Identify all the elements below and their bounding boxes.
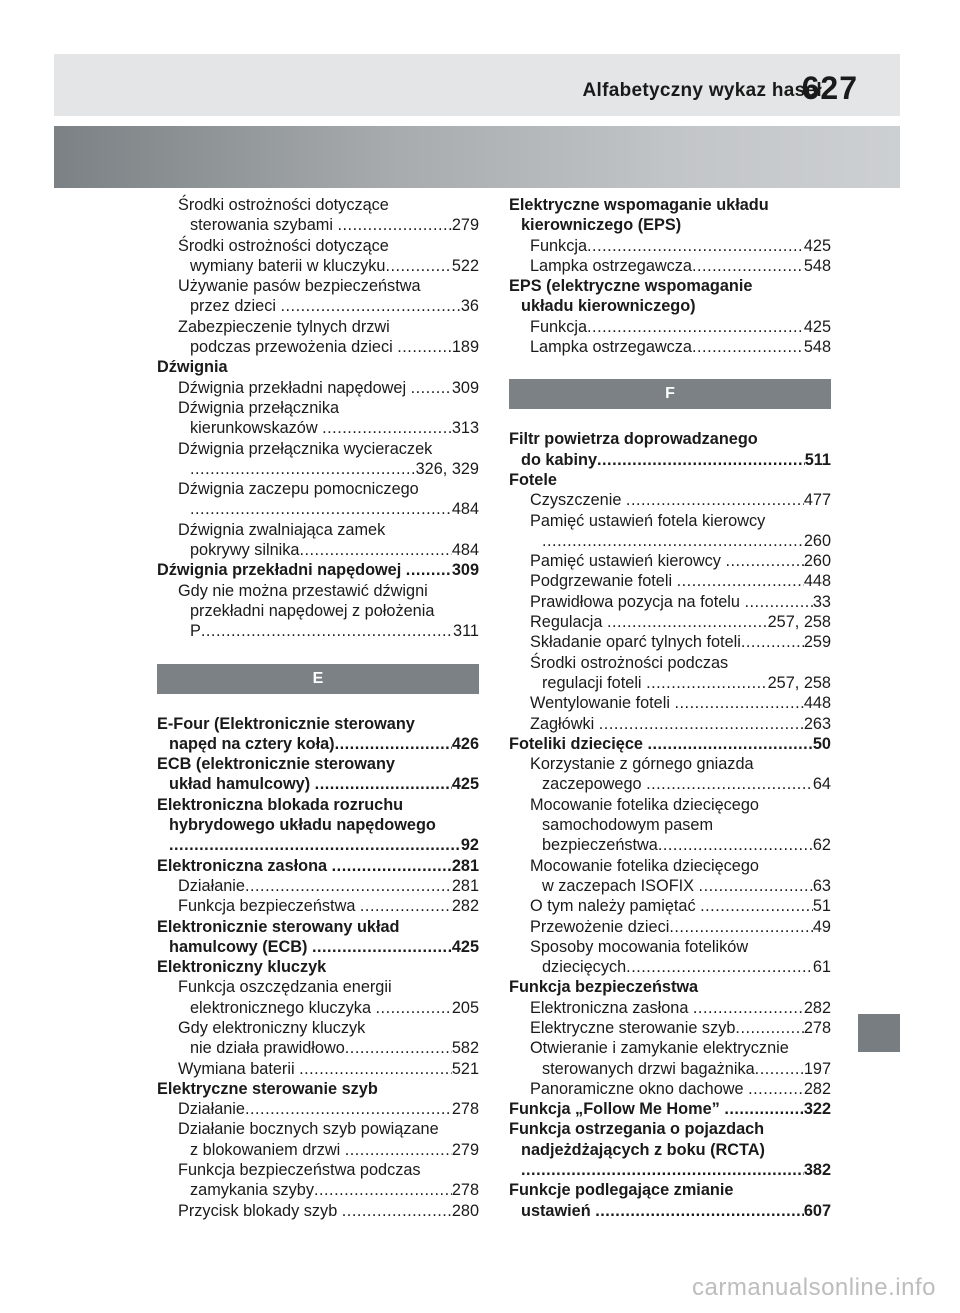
index-page-reference[interactable]: 64 xyxy=(812,775,831,794)
index-heading: E-Four (Elektronicznie sterowany xyxy=(157,714,415,733)
index-entry-text: przez dzieci xyxy=(190,297,281,316)
index-entry-text: Gdy elektroniczny kluczyk xyxy=(178,1018,366,1037)
index-entry-row xyxy=(509,317,831,337)
index-entry-label xyxy=(521,450,805,470)
index-entry-text: Lampka ostrzegawcza xyxy=(530,256,692,275)
index-entry-row xyxy=(157,215,479,235)
index-entry-text: zaczepowego xyxy=(542,775,647,794)
index-entry-row xyxy=(509,1160,831,1180)
index-entry-row xyxy=(157,876,479,896)
index-entry-label xyxy=(530,551,804,571)
index-entry-text: Foteliki dziecięce xyxy=(509,734,648,753)
index-page-reference[interactable]: 582 xyxy=(451,1039,479,1058)
index-page-reference[interactable]: 62 xyxy=(812,836,831,855)
index-entry-row xyxy=(157,378,479,398)
index-page-reference[interactable]: 36 xyxy=(460,297,479,316)
index-entry-text: kierunkowskazów xyxy=(190,419,323,438)
index-entry-text: Funkcja „Follow Me Home” xyxy=(509,1100,725,1119)
index-entry-label xyxy=(190,418,452,438)
index-entry-label xyxy=(530,256,804,276)
index-heading: Elektronicznie sterowany układ xyxy=(157,917,400,936)
index-entry-label xyxy=(530,612,768,632)
index-entry-text: bezpieczeństwa xyxy=(542,836,658,855)
index-entry-text: Składanie oparć tylnych foteli xyxy=(530,633,741,652)
index-entry-text: Środki ostrożności dotyczące xyxy=(178,236,389,255)
index-entry-label xyxy=(530,693,804,713)
index-page-reference[interactable]: 311 xyxy=(453,622,479,641)
index-heading: Funkcje podlegające zmianie xyxy=(509,1181,734,1200)
index-entry-text: Dźwignia przełącznika xyxy=(178,398,340,417)
index-entry-text: Działanie xyxy=(178,876,245,895)
index-page-reference[interactable]: 313 xyxy=(451,419,479,438)
index-entry-label xyxy=(530,1018,804,1038)
index-page-reference[interactable]: 279 xyxy=(451,216,479,235)
index-page-reference[interactable]: 484 xyxy=(451,500,479,519)
index-entry-label xyxy=(542,673,768,693)
index-entry-text: Elektryczne sterowanie szyb xyxy=(530,1018,736,1037)
index-entry-label xyxy=(530,998,804,1018)
index-entry-text: Zagłówki xyxy=(530,714,599,733)
index-entry-label xyxy=(190,499,452,519)
index-entry-label xyxy=(190,621,453,641)
index-heading: Elektryczne sterowanie szyb xyxy=(157,1079,378,1098)
index-entry-text: Mocowanie fotelika dziecięcego xyxy=(530,795,759,814)
index-entry-text: Funkcja bezpieczeństwa xyxy=(178,897,360,916)
index-entry-text: Działanie xyxy=(178,1100,245,1119)
index-entry-label xyxy=(542,957,813,977)
index-entry-text: Wentylowanie foteli xyxy=(530,694,675,713)
index-entry-text: przekładni napędowej z położenia xyxy=(190,601,435,620)
index-entry-label xyxy=(190,256,452,276)
index-heading: Elektroniczna blokada rozruchu xyxy=(157,795,404,814)
index-entry-text: Działanie bocznych szyb powiązane xyxy=(178,1120,439,1139)
index-entry-text: dziecięcych xyxy=(542,958,627,977)
index-page-reference[interactable]: 607 xyxy=(803,1201,831,1220)
index-entry-row xyxy=(157,1201,479,1221)
index-entry-row xyxy=(509,236,831,256)
index-entry-row xyxy=(157,1180,479,1200)
index-entry-row xyxy=(157,896,479,916)
index-entry-text: Pamięć ustawień fotela kierowcy xyxy=(530,511,766,530)
index-heading: EPS (elektryczne wspomaganie xyxy=(509,277,753,296)
index-entry-text: Mocowanie fotelika dziecięcego xyxy=(530,856,759,875)
index-entry-row xyxy=(509,531,831,551)
index-entry-row xyxy=(509,450,831,470)
index-entry-text: Podgrzewanie foteli xyxy=(530,572,677,591)
index-entry-row xyxy=(509,1099,831,1119)
index-entry-row xyxy=(157,560,479,580)
index-entry-row xyxy=(509,337,831,357)
index-heading: Dźwignia xyxy=(157,358,228,377)
index-entry-label xyxy=(530,714,804,734)
index-entry-label xyxy=(530,337,804,357)
index-page-reference[interactable]: 205 xyxy=(451,998,479,1017)
index-entry-text: wymiany baterii w kluczyku xyxy=(190,256,386,275)
index-entry-text: Elektroniczna zasłona xyxy=(157,856,332,875)
index-page-reference[interactable]: 282 xyxy=(451,897,479,916)
index-entry-text: hamulcowy (ECB) xyxy=(169,937,312,956)
index-entry-text: Dźwignia zwalniająca zamek xyxy=(178,520,386,539)
index-entry-row xyxy=(509,551,831,571)
index-entry-row xyxy=(509,998,831,1018)
index-page-reference[interactable]: 522 xyxy=(451,256,479,275)
index-page-reference[interactable]: 278 xyxy=(451,1181,479,1200)
index-page-reference[interactable]: 425 xyxy=(803,317,831,336)
index-page-reference[interactable]: 477 xyxy=(803,491,831,510)
index-entry-text: nie działa prawidłowo xyxy=(190,1039,345,1058)
index-entry-label xyxy=(157,560,452,580)
index-entry-text: Dźwignia zaczepu pomocniczego xyxy=(178,480,419,499)
index-entry-text: Czyszczenie xyxy=(530,491,626,510)
index-entry-text: Dźwignia przełącznika wycieraczek xyxy=(178,439,433,458)
index-entry-text: Dźwignia przekładni napędowej xyxy=(178,378,411,397)
index-entry-text: Regulacja xyxy=(530,613,607,632)
index-page-reference[interactable]: 282 xyxy=(803,1079,831,1098)
index-page-reference[interactable]: 278 xyxy=(803,1018,831,1037)
index-entry-text: z blokowaniem drzwi xyxy=(190,1140,345,1159)
index-heading: Funkcja bezpieczeństwa xyxy=(509,978,699,997)
index-entry-row xyxy=(509,957,831,977)
index-entry-label xyxy=(190,998,452,1018)
index-entry-row xyxy=(509,632,831,652)
index-page-reference[interactable]: 309 xyxy=(451,561,479,580)
index-page-reference[interactable]: 260 xyxy=(803,552,831,571)
index-entry-row xyxy=(509,571,831,591)
index-entry-row xyxy=(509,1201,831,1221)
index-page-reference[interactable]: 197 xyxy=(803,1059,831,1078)
index-entry-row xyxy=(509,612,831,632)
index-entry-row xyxy=(509,592,831,612)
index-heading: Funkcja ostrzegania o pojazdach xyxy=(509,1120,765,1139)
index-entry-label xyxy=(542,1059,804,1079)
index-entry-text: regulacji foteli xyxy=(542,673,647,692)
index-entry-label xyxy=(178,1201,452,1221)
index-page-reference[interactable]: 49 xyxy=(812,917,831,936)
index-page-reference[interactable]: 61 xyxy=(812,958,831,977)
index-heading: hybrydowego układu napędowego xyxy=(169,816,436,835)
index-entry-row xyxy=(157,734,479,754)
index-entry-label xyxy=(542,531,804,551)
index-entry-label xyxy=(178,1099,452,1119)
index-page-reference[interactable]: 322 xyxy=(803,1100,831,1119)
index-entry-label xyxy=(530,592,813,612)
index-entry-row xyxy=(509,917,831,937)
index-page-reference[interactable]: 281 xyxy=(451,876,479,895)
index-entry-label xyxy=(169,937,452,957)
index-entry-label xyxy=(190,540,452,560)
index-entry-label xyxy=(521,1160,804,1180)
index-entry-row xyxy=(157,256,479,276)
index-entry-text: podczas przewożenia dzieci xyxy=(190,338,398,357)
index-entry-label xyxy=(190,459,416,479)
index-entry-text: układ hamulcowy) xyxy=(169,775,315,794)
index-entry-row xyxy=(509,774,831,794)
index-entry-text: Prawidłowa pozycja na fotelu xyxy=(530,592,745,611)
index-page-reference[interactable]: 309 xyxy=(451,378,479,397)
index-entry-row xyxy=(509,256,831,276)
index-entry-label xyxy=(530,1079,804,1099)
index-entry-label xyxy=(542,774,813,794)
index-entry-row xyxy=(509,673,831,693)
index-entry-text: Funkcja bezpieczeństwa podczas xyxy=(178,1161,421,1180)
index-entry-row xyxy=(157,337,479,357)
index-entry-label xyxy=(530,632,804,652)
index-page-reference[interactable]: 259 xyxy=(803,633,831,652)
index-entry-row xyxy=(157,459,479,479)
index-entry-text: Pamięć ustawień kierowcy xyxy=(530,552,726,571)
index-entry-row xyxy=(157,998,479,1018)
index-page-reference[interactable]: 51 xyxy=(812,897,831,916)
index-page-reference[interactable]: 189 xyxy=(451,338,479,357)
index-entry-label xyxy=(530,236,804,256)
index-entry-text: sterowanych drzwi bagażnika xyxy=(542,1059,755,1078)
index-entry-text: Zabezpieczenie tylnych drzwi xyxy=(178,317,390,336)
index-entry-text: Używanie pasów bezpieczeństwa xyxy=(178,277,421,296)
page-header-title: Alfabetyczny wykaz haseł xyxy=(582,80,822,101)
index-heading: nadjeżdżających z boku (RCTA) xyxy=(521,1140,765,1159)
index-page-reference[interactable]: 425 xyxy=(451,937,479,956)
index-entry-text: Lampka ostrzegawcza xyxy=(530,338,692,357)
index-entry-text: napęd na cztery koła) xyxy=(169,734,335,753)
index-page-reference[interactable]: 279 xyxy=(451,1140,479,1159)
index-entry-row xyxy=(509,693,831,713)
index-heading: Elektroniczny kluczyk xyxy=(157,958,327,977)
index-entry-row xyxy=(509,835,831,855)
index-entry-text: w zaczepach ISOFIX xyxy=(542,876,699,895)
index-entry-label xyxy=(190,337,452,357)
index-page-reference[interactable]: 280 xyxy=(451,1201,479,1220)
index-entry-label xyxy=(169,774,452,794)
index-entry-text: pokrywy silnika xyxy=(190,541,300,560)
index-entry-label xyxy=(169,734,452,754)
index-column-right xyxy=(509,195,831,1221)
index-entry-row xyxy=(157,1059,479,1079)
index-page-reference[interactable]: 50 xyxy=(812,734,831,753)
index-heading: układu kierowniczego) xyxy=(521,297,696,316)
index-entry-label xyxy=(178,378,452,398)
index-page-reference[interactable]: 281 xyxy=(451,856,479,875)
index-column-left xyxy=(157,195,479,1221)
index-entry-label xyxy=(178,1059,452,1079)
index-entry-row xyxy=(157,774,479,794)
index-page-reference[interactable]: 63 xyxy=(812,876,831,895)
index-entry-text: Gdy nie można przestawić dźwigni xyxy=(178,581,428,600)
index-entry-label xyxy=(509,1099,804,1119)
index-entry-text: do kabiny xyxy=(521,450,597,469)
index-entry-text: P xyxy=(190,622,201,641)
index-entry-row xyxy=(509,714,831,734)
index-page-reference[interactable]: 257, 258 xyxy=(767,613,831,632)
index-entry-label xyxy=(530,490,804,510)
index-page-reference[interactable]: 257, 258 xyxy=(767,673,831,692)
index-entry-label xyxy=(190,296,461,316)
index-entry-text: samochodowym pasem xyxy=(542,816,714,835)
index-entry-text: sterowania szybami xyxy=(190,216,338,235)
index-entry-row xyxy=(157,856,479,876)
index-entry-row xyxy=(509,1018,831,1038)
index-entry-text: Panoramiczne okno dachowe xyxy=(530,1079,749,1098)
index-entry-row xyxy=(157,1140,479,1160)
index-entry-row xyxy=(509,1059,831,1079)
index-heading: ECB (elektronicznie sterowany xyxy=(157,755,395,774)
index-entry-row xyxy=(157,835,479,855)
index-page-reference[interactable]: 425 xyxy=(451,775,479,794)
index-entry-row xyxy=(157,1099,479,1119)
index-page-reference[interactable]: 263 xyxy=(803,714,831,733)
index-entry-text: Otwieranie i zamykanie elektrycznie xyxy=(530,1039,789,1058)
index-entry-row xyxy=(157,418,479,438)
index-entry-label xyxy=(542,876,813,896)
index-page-reference[interactable]: 326, 329 xyxy=(415,459,479,478)
index-page-reference[interactable]: 425 xyxy=(803,236,831,255)
index-entry-label xyxy=(542,835,813,855)
index-entry-label xyxy=(521,1201,804,1221)
index-page-reference[interactable]: 511 xyxy=(804,450,831,469)
index-page-reference[interactable]: 260 xyxy=(803,531,831,550)
index-heading: Elektryczne wspomaganie układu xyxy=(509,196,769,214)
watermark: carmanualsonline.info xyxy=(692,1274,936,1301)
index-entry-row xyxy=(509,1079,831,1099)
index-entry-label xyxy=(190,1038,452,1058)
index-entry-label xyxy=(530,917,813,937)
index-entry-text: Funkcja oszczędzania energii xyxy=(178,978,392,997)
index-page-reference[interactable]: 484 xyxy=(451,541,479,560)
index-page-reference[interactable]: 426 xyxy=(451,734,479,753)
index-entry-label xyxy=(190,1140,452,1160)
index-entry-label xyxy=(190,215,452,235)
index-page-reference[interactable]: 548 xyxy=(803,338,831,357)
index-page-reference[interactable]: 548 xyxy=(803,256,831,275)
index-heading: Filtr powietrza doprowadzanego xyxy=(509,430,758,449)
index-page-reference[interactable]: 33 xyxy=(812,592,831,611)
index-entry-row xyxy=(509,490,831,510)
index-page-reference[interactable]: 92 xyxy=(460,836,479,855)
index-entry-text: Korzystanie z górnego gniazda xyxy=(530,755,754,774)
chapter-side-tab xyxy=(858,1014,900,1052)
section-letter-header: F xyxy=(509,379,831,409)
index-entry-text: Środki ostrożności dotyczące xyxy=(178,196,389,214)
index-page-reference[interactable]: 448 xyxy=(803,572,831,591)
index-heading: Fotele xyxy=(509,470,557,489)
index-entry-row xyxy=(157,937,479,957)
index-entry-row xyxy=(509,876,831,896)
header-gradient-band xyxy=(54,126,900,188)
index-page-reference[interactable]: 278 xyxy=(451,1100,479,1119)
index-entry-label xyxy=(530,896,813,916)
index-entry-text: Przewożenie dzieci xyxy=(530,917,670,936)
index-entry-text: Funkcja xyxy=(530,317,588,336)
index-page-reference[interactable]: 282 xyxy=(803,998,831,1017)
index-entry-text: Sposoby mocowania fotelików xyxy=(530,937,749,956)
index-entry-text: Środki ostrożności podczas xyxy=(530,653,729,672)
index-entry-label xyxy=(530,317,804,337)
index-entry-row xyxy=(157,296,479,316)
index-entry-row xyxy=(157,540,479,560)
index-entry-text: ustawień xyxy=(521,1201,596,1220)
index-entry-row xyxy=(157,621,479,641)
index-entry-text: Wymiana baterii xyxy=(178,1059,300,1078)
index-entry-label xyxy=(530,571,804,591)
index-entry-label xyxy=(157,856,452,876)
index-entry-label xyxy=(190,1180,452,1200)
index-entry-label xyxy=(178,876,452,896)
index-entry-text: O tym należy pamiętać xyxy=(530,897,701,916)
index-entry-text: Funkcja xyxy=(530,236,588,255)
index-page-reference[interactable]: 521 xyxy=(451,1059,479,1078)
page-number: 627 xyxy=(801,70,858,106)
index-entry-row xyxy=(157,1038,479,1058)
index-page-reference[interactable]: 448 xyxy=(803,694,831,713)
index-entry-row xyxy=(509,896,831,916)
index-heading: kierowniczego (EPS) xyxy=(521,216,682,235)
index-entry-text: elektronicznego kluczyka xyxy=(190,998,376,1017)
index-entry-text: Przycisk blokady szyb xyxy=(178,1201,342,1220)
section-letter-header: E xyxy=(157,664,479,694)
index-page-reference[interactable]: 382 xyxy=(803,1161,831,1180)
index-entry-text: zamykania szyby xyxy=(190,1181,314,1200)
index-entry-label xyxy=(509,734,813,754)
index-entry-label xyxy=(178,896,452,916)
index-entry-row xyxy=(157,499,479,519)
index-entry-text: Elektroniczna zasłona xyxy=(530,998,693,1017)
index-entry-label xyxy=(169,835,461,855)
index-entry-row xyxy=(509,734,831,754)
index-entry-text: Dźwignia przekładni napędowej xyxy=(157,561,406,580)
